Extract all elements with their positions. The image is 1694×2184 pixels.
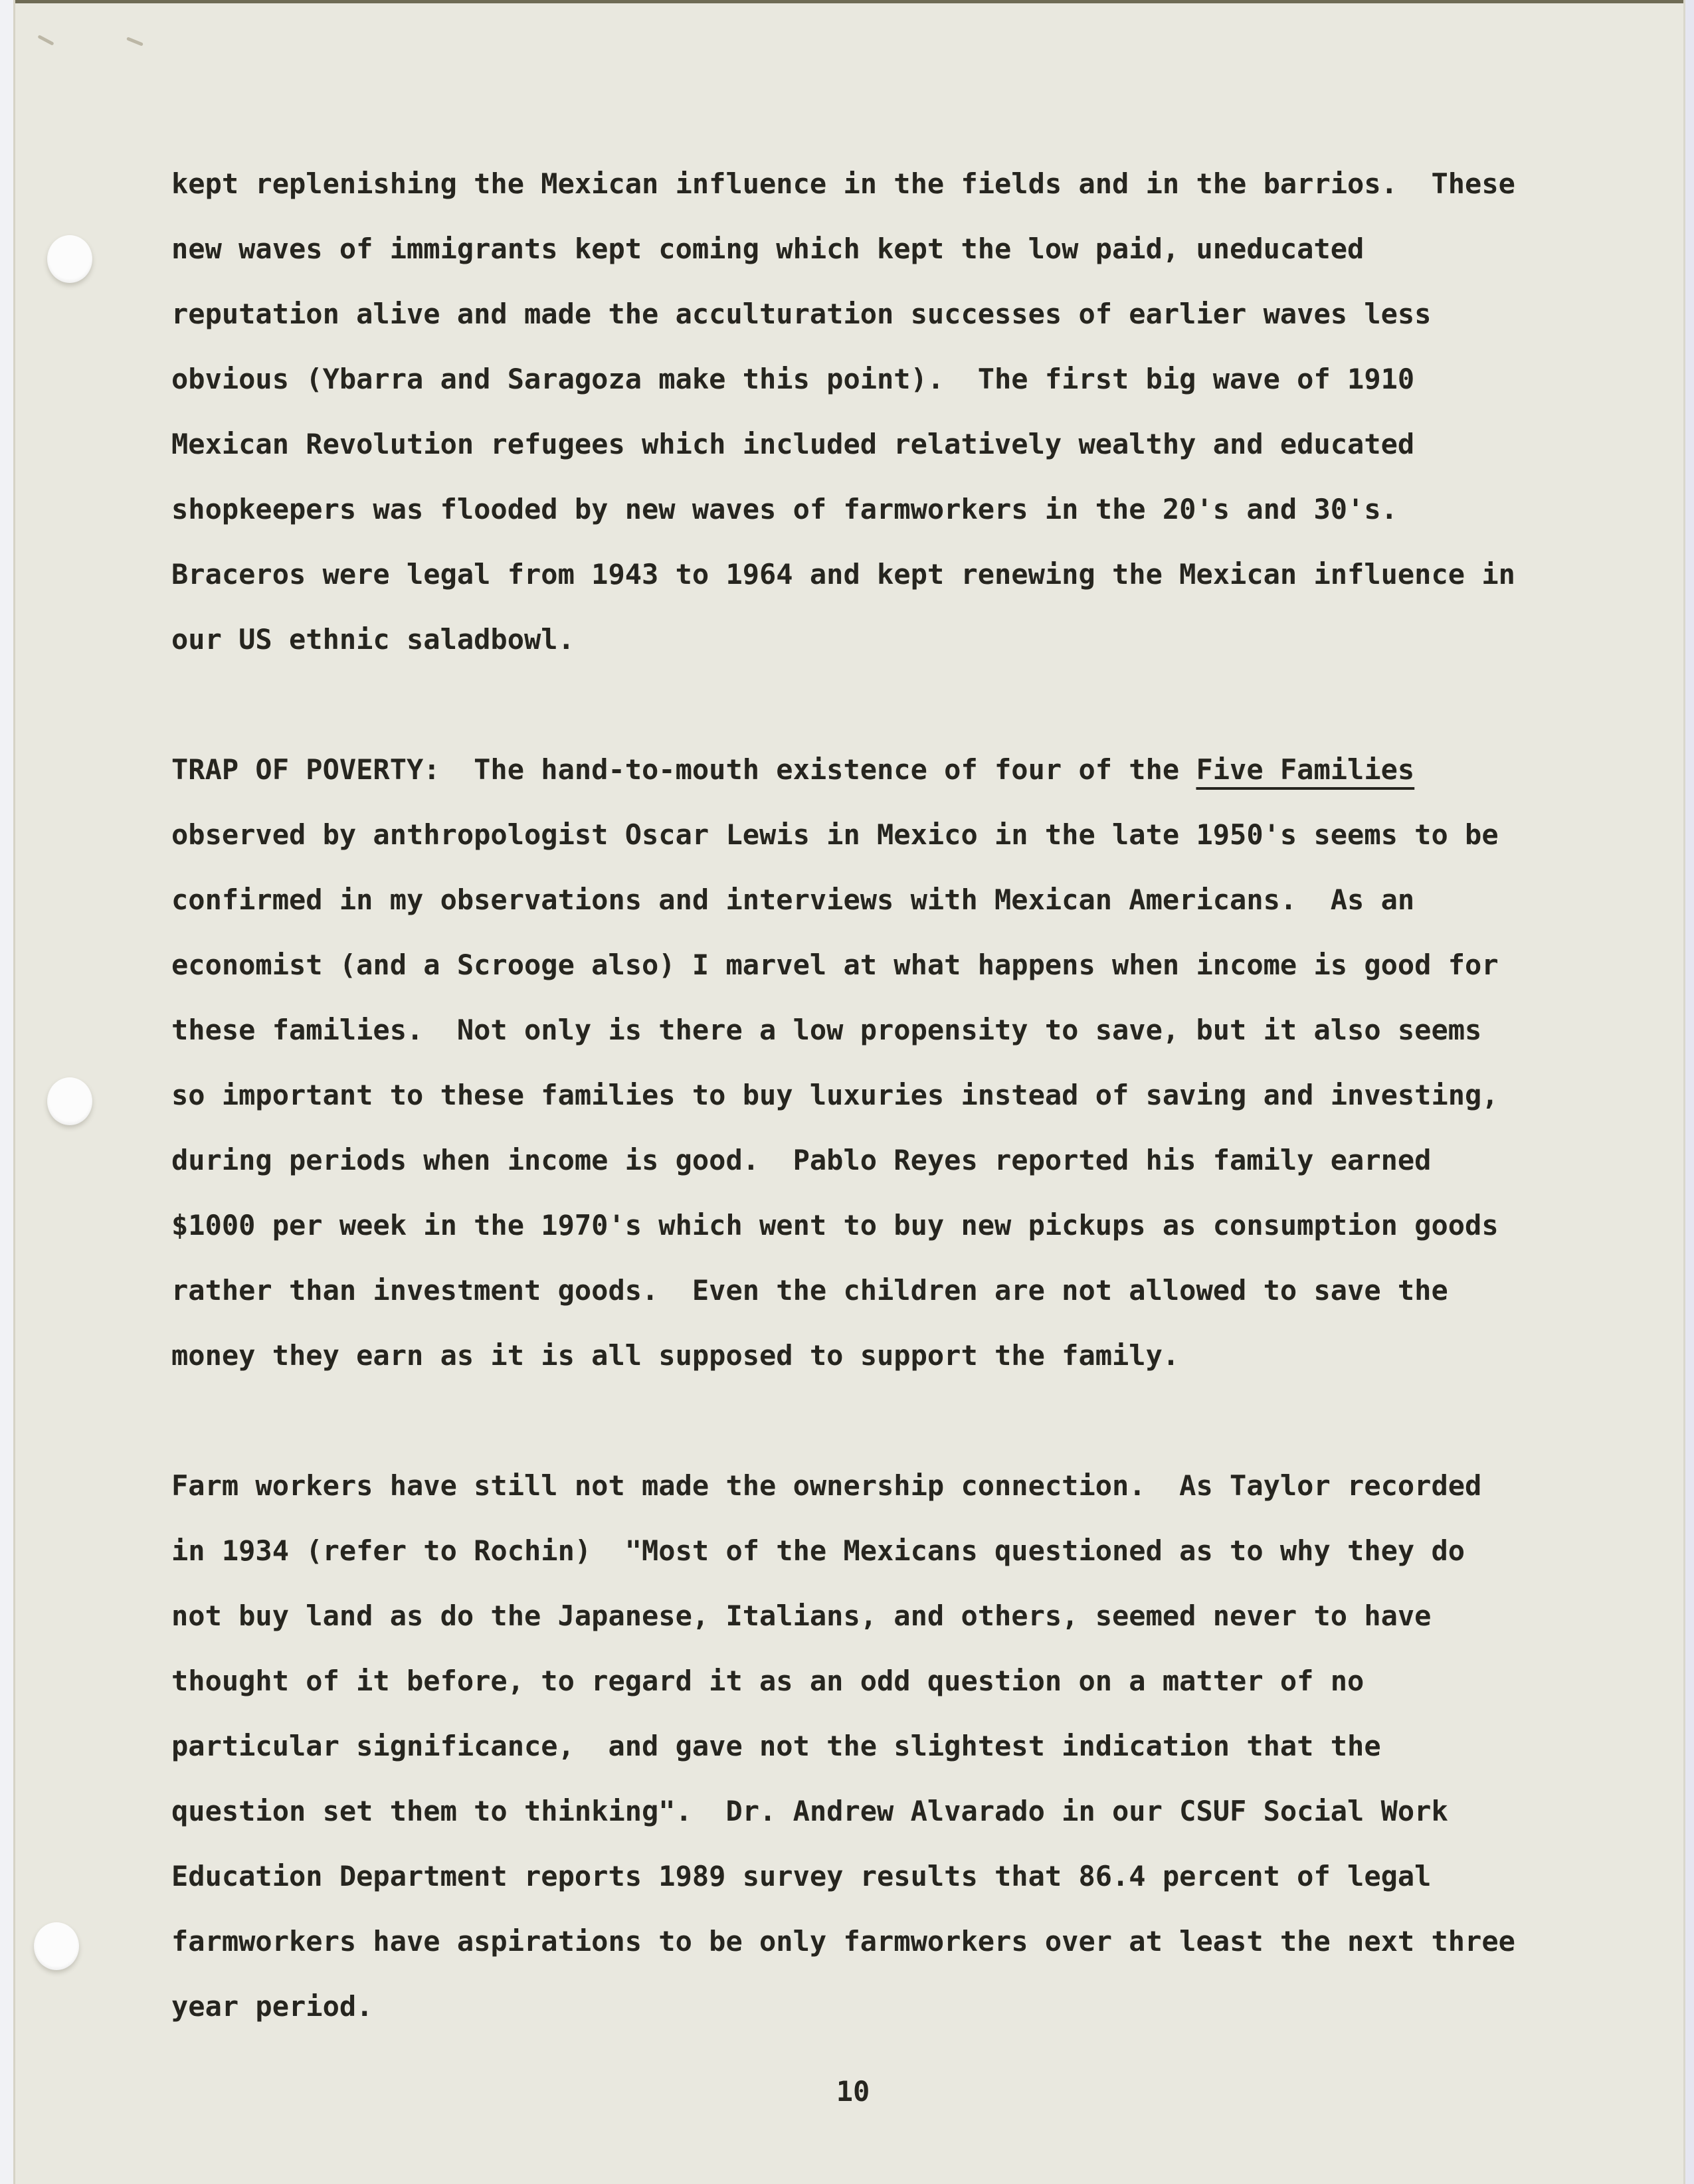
punch-hole-top [47,235,92,283]
text-line: farmworkers have aspirations to be only farmworkers over at least the next three [171,1925,1515,1957]
text-line: Farm workers have still not made the ownership connection. As Taylor recorded [171,1469,1482,1502]
staple-mark [37,35,54,46]
text-line: confirmed in my observations and interviews with Mexican Americans. As an [171,883,1415,916]
text-line: year period. [171,1990,373,2023]
underlined-book-title: Five Families [1196,753,1415,786]
text-line: kept replenishing the Mexican influence in the fields and in the barrios. These [171,167,1515,200]
text-line: rather than investment goods. Even the children are not allowed to save the [171,1274,1448,1307]
text-line: particular significance, and gave not the slightest indication that the [171,1730,1381,1762]
text-line: reputation alive and made the acculturation successes of earlier waves less [171,298,1432,330]
text-line: money they earn as it is all supposed to support the family. [171,1339,1180,1372]
text-line: our US ethnic saladbowl. [171,623,575,656]
text-line: so important to these families to buy luxuries instead of saving and investing, [171,1079,1499,1111]
text-line: obvious (Ybarra and Saragoza make this point). The first big wave of 1910 [171,363,1415,395]
text-line: economist (and a Scrooge also) I marvel at what happens when income is good for [171,949,1499,981]
scanner-margin-left [0,0,15,2184]
text-line: question set them to thinking". Dr. Andrew Alvarado in our CSUF Social Work [171,1795,1448,1827]
text-line: during periods when income is good. Pablo Reyes reported his family earned [171,1144,1432,1176]
paragraph-immigration-waves [171,151,1535,672]
text-line: observed by anthropologist Oscar Lewis in Mexico in the late 1950's seems to be [171,818,1499,851]
text-line: Mexican Revolution refugees which included relatively wealthy and educated [171,428,1415,460]
scan-edge-top [0,0,1694,3]
page-number: 10 [836,2075,870,2108]
text-line: thought of it before, to regard it as an odd question on a matter of no [171,1665,1365,1697]
text-line: new waves of immigrants kept coming which kept the low paid, uneducated [171,232,1365,265]
trap-of-poverty-lead: TRAP OF POVERTY: The hand-to-mouth existence of four of the [171,753,1196,786]
paragraph-trap-of-poverty [171,737,1535,1388]
text-line [171,737,1535,802]
text-line: $1000 per week in the 1970's which went to buy new pickups as consumption goods [171,1209,1499,1241]
text-line: not buy land as do the Japanese, Italians, and others, seemed never to have [171,1599,1432,1632]
paragraph-ownership-connection [171,1453,1535,2039]
punch-hole-middle [47,1077,92,1125]
text-line: these families. Not only is there a low propensity to save, but it also seems [171,1014,1482,1046]
punch-hole-bottom [34,1922,79,1970]
text-line: Braceros were legal from 1943 to 1964 and kept renewing the Mexican influence in [171,558,1515,591]
page-body [171,151,1535,2039]
staple-mark [126,37,143,46]
scanner-margin-right [1683,0,1694,2184]
text-line: shopkeepers was flooded by new waves of farmworkers in the 20's and 30's. [171,493,1398,525]
text-line: Education Department reports 1989 survey results that 86.4 percent of legal [171,1860,1432,1892]
text-line: in 1934 (refer to Rochin) "Most of the Mexicans questioned as to why they do [171,1534,1465,1567]
